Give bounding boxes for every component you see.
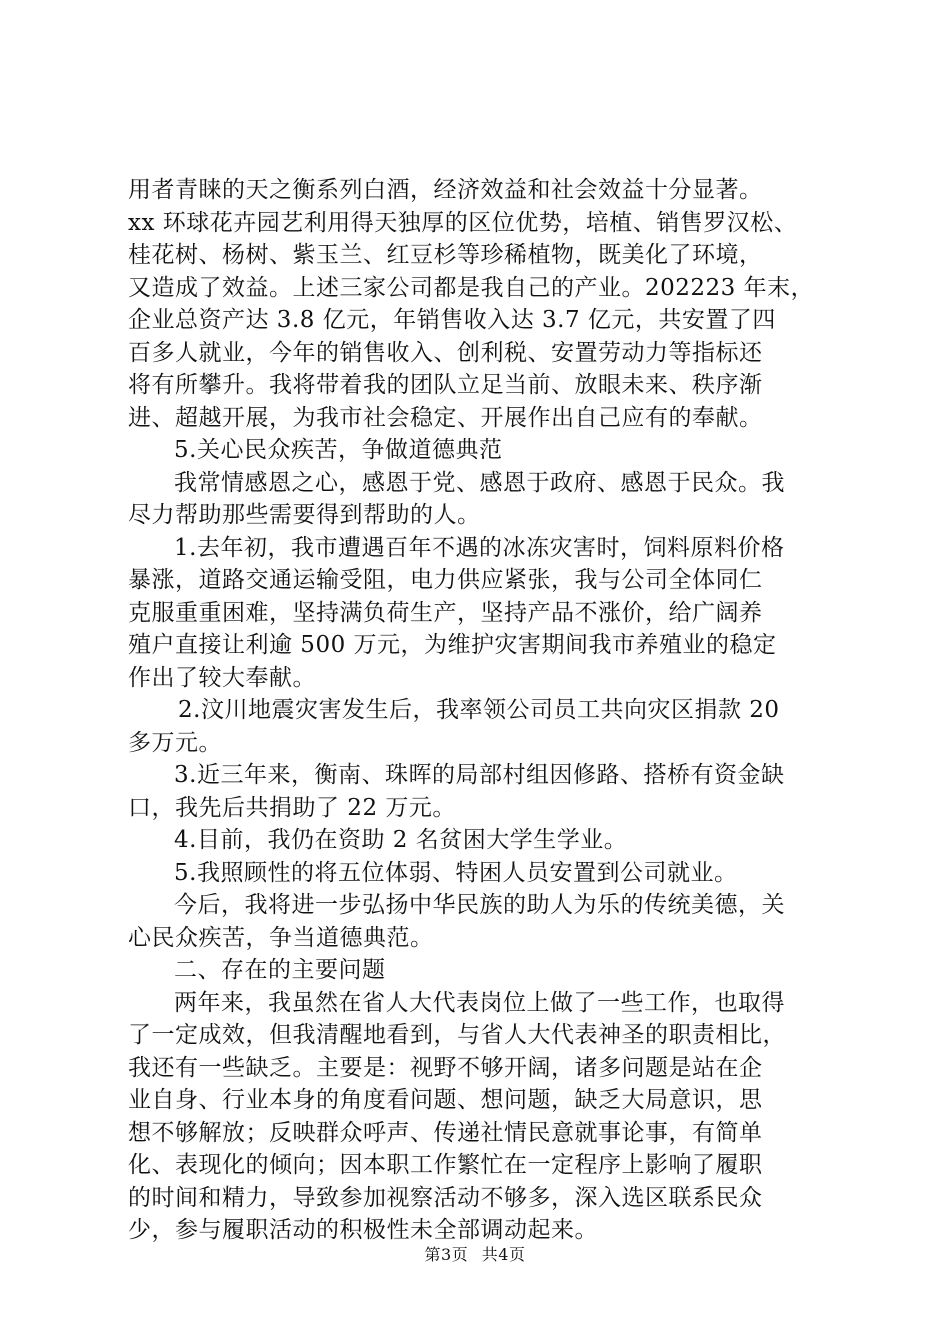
text-line: 尽力帮助那些需要得到帮助的人。 [128, 502, 481, 528]
text-line: 业自身、行业本身的角度看问题、想问题，缺乏大局意识，思 [128, 1087, 763, 1113]
text-line: 心民众疾苦，争当道德典范。 [128, 924, 434, 951]
text-line: 将有所攀升。我将带着我的团队立足当前、放眼未来、秩序渐 [128, 372, 763, 398]
text-line: 殖户直接让利逾 500 万元，为维护灾害期间我市养殖业的稳定 [128, 632, 777, 658]
page-footer [0, 1242, 950, 1265]
page-number-current: 第3页 [424, 1245, 469, 1264]
text-line: 我还有一些缺乏。主要是：视野不够开阔，诸多问题是站在企 [128, 1054, 763, 1081]
text-line: 多万元。 [128, 729, 222, 756]
section-heading: 二、存在的主要问题 [174, 957, 386, 983]
text-line: 化、表现化的倾向；因本职工作繁忙在一定程序上影响了履职 [128, 1152, 763, 1178]
text-line: xx 环球花卉园艺利用得天独厚的区位优势，培植、销售罗汉松、 [128, 209, 798, 236]
text-line: 了一定成效，但我清醒地看到，与省人大代表神圣的职责相比， [128, 1022, 786, 1048]
list-item-start: 2.汶川地震灾害发生后，我率领公司员工共向灾区捐款 20 [178, 697, 780, 723]
text-line: 用者青睐的天之衡系列白酒，经济效益和社会效益十分显著。 [128, 177, 763, 203]
document-body [128, 174, 828, 1247]
list-item: 5.我照顾性的将五位体弱、特困人员安置到公司就业。 [174, 859, 738, 886]
text-line: 克服重重困难，坚持满负荷生产，坚持产品不涨价，给广阔养 [128, 599, 763, 626]
list-item: 4.目前，我仍在资助 2 名贫困大学生学业。 [174, 827, 628, 853]
text-line: 口，我先后共捐助了 22 万元。 [128, 794, 456, 821]
text-line: 少，参与履职活动的积极性未全部调动起来。 [128, 1217, 598, 1243]
page-number-total: 共4页 [481, 1245, 526, 1264]
paragraph-start: 两年来，我虽然在省人大代表岗位上做了一些工作，也取得 [174, 989, 785, 1016]
text-line: 的时间和精力，导致参加视察活动不够多，深入选区联系民众 [128, 1184, 763, 1211]
text-line: 暴涨，道路交通运输受阻，电力供应紧张，我与公司全体同仁 [128, 567, 763, 593]
section-heading: 5.关心民众疾苦，争做道德典范 [174, 437, 503, 463]
list-item-start: 3.近三年来，衡南、珠晖的局部村组因修路、搭桥有资金缺 [174, 762, 785, 788]
list-item-start: 1.去年初，我市遭遇百年不遇的冰冻灾害时，饲料原料价格 [174, 534, 785, 561]
text-line: 企业总资产达 3.8 亿元，年销售收入达 3.7 亿元，共安置了四 [128, 307, 776, 333]
text-line: 又造成了效益。上述三家公司都是我自己的产业。202223 年末， [128, 274, 815, 301]
text-line: 作出了较大奉献。 [128, 664, 316, 691]
text-line: 进、超越开展，为我市社会稳定、开展作出自己应有的奉献。 [128, 404, 763, 431]
text-line: 百多人就业，今年的销售收入、创利税、安置劳动力等指标还 [128, 339, 763, 366]
paragraph-start: 今后，我将进一步弘扬中华民族的助人为乐的传统美德，关 [174, 892, 785, 918]
text-line: 想不够解放；反映群众呼声、传递社情民意就事论事，有简单 [128, 1119, 763, 1146]
text-line: 桂花树、杨树、紫玉兰、红豆杉等珍稀植物，既美化了环境， [128, 242, 763, 268]
paragraph-start: 我常情感恩之心，感恩于党、感恩于政府、感恩于民众。我 [174, 469, 785, 496]
